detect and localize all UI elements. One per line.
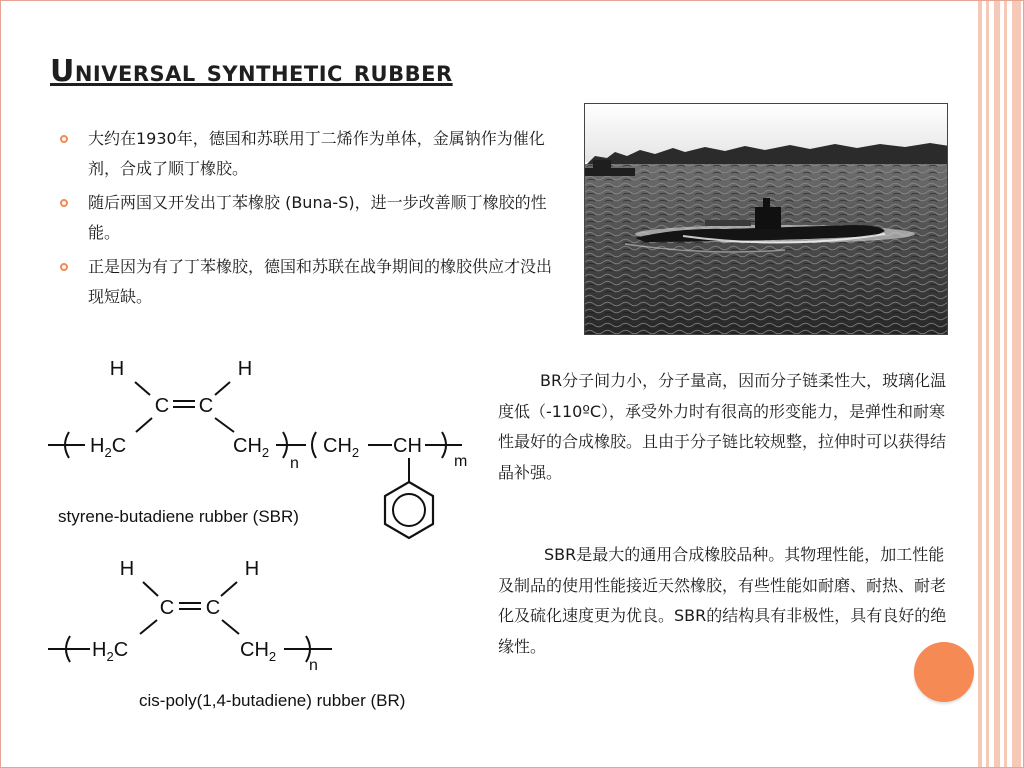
bond-line xyxy=(136,418,152,432)
bond-line xyxy=(222,620,239,634)
bullet-icon xyxy=(60,199,68,207)
bond-line xyxy=(135,382,150,395)
bullet-item xyxy=(60,252,560,312)
bullet-icon xyxy=(60,135,68,143)
bullet-item xyxy=(60,188,560,248)
sbr-c-left: C xyxy=(154,395,170,417)
bond-line xyxy=(140,620,157,634)
slide-title: Universal synthetic rubber xyxy=(50,54,453,89)
sbr-paragraph: SBR是最大的通用合成橡胶品种。其物理性能，加工性能及制品的使用性能接近天然橡胶，有些性能如耐磨、耐热、耐老化及硫化速度更为优良。SBR的结构具有非极性，具有良好的绝缘性。 xyxy=(498,545,947,656)
sbr-c-right: C xyxy=(198,395,214,417)
sbr-h2c: $H_2C$ xyxy=(90,435,127,460)
decor-stripe xyxy=(994,0,1000,768)
sbr-caption: styrene-butadiene rubber (SBR) xyxy=(58,507,299,526)
bond-line xyxy=(215,418,234,432)
chemical-structures xyxy=(40,352,490,732)
decor-stripe xyxy=(1004,0,1007,768)
br-h2c: $H_2C$ xyxy=(92,639,129,664)
sbr-m: m xyxy=(454,453,468,470)
bond-line xyxy=(215,382,230,395)
sbr-h-left: H xyxy=(109,358,125,380)
sbr-ch2: $CH_2$ xyxy=(233,435,270,460)
decor-stripe xyxy=(986,0,989,768)
sbr-h-right: H xyxy=(237,358,253,380)
submarine-photo-icon xyxy=(585,104,948,335)
br-n: n xyxy=(309,657,318,674)
br-c-right: C xyxy=(205,597,221,619)
bullet-text: 大约在1930年，德国和苏联用丁二烯作为单体，金属钠作为催化剂，合成了顺丁橡胶。 xyxy=(88,129,545,178)
bracket-left xyxy=(312,432,316,458)
bullet-icon xyxy=(60,263,68,271)
br-h-left: H xyxy=(119,558,135,580)
bond-line xyxy=(221,582,237,596)
sbr-ch2b: $CH_2$ xyxy=(323,435,360,460)
bullet-text: 随后两国又开发出丁苯橡胶 (Buna-S)，进一步改善顺丁橡胶的性能。 xyxy=(88,193,547,242)
br-h-right: H xyxy=(244,558,260,580)
bullet-text: 正是因为有了丁苯橡胶，德国和苏联在战争期间的橡胶供应才没出现短缺。 xyxy=(88,257,553,306)
br-ch2: $CH_2$ xyxy=(240,639,277,664)
decorative-circle xyxy=(914,642,974,702)
br-c-left: C xyxy=(159,597,175,619)
br-paragraph: BR分子间力小，分子量高，因而分子链柔性大，玻璃化温度低（-110ºC），承受外力时有很高的形变能力，是弹性和耐寒性最好的合成橡胶。且由于分子链比较规整，拉伸时可以获得结晶补强。 xyxy=(498,371,947,482)
br-caption: cis-poly(1,4-butadiene) rubber (BR) xyxy=(139,691,406,710)
bullet-item xyxy=(60,124,560,184)
decor-stripe xyxy=(1012,0,1021,768)
submarine-photo xyxy=(584,103,948,335)
sbr-ch: CH xyxy=(393,435,422,457)
decor-stripe xyxy=(978,0,982,768)
bond-line xyxy=(143,582,158,596)
aromatic-circle xyxy=(393,494,425,526)
sbr-n: n xyxy=(290,455,299,472)
bullet-list xyxy=(60,124,560,316)
